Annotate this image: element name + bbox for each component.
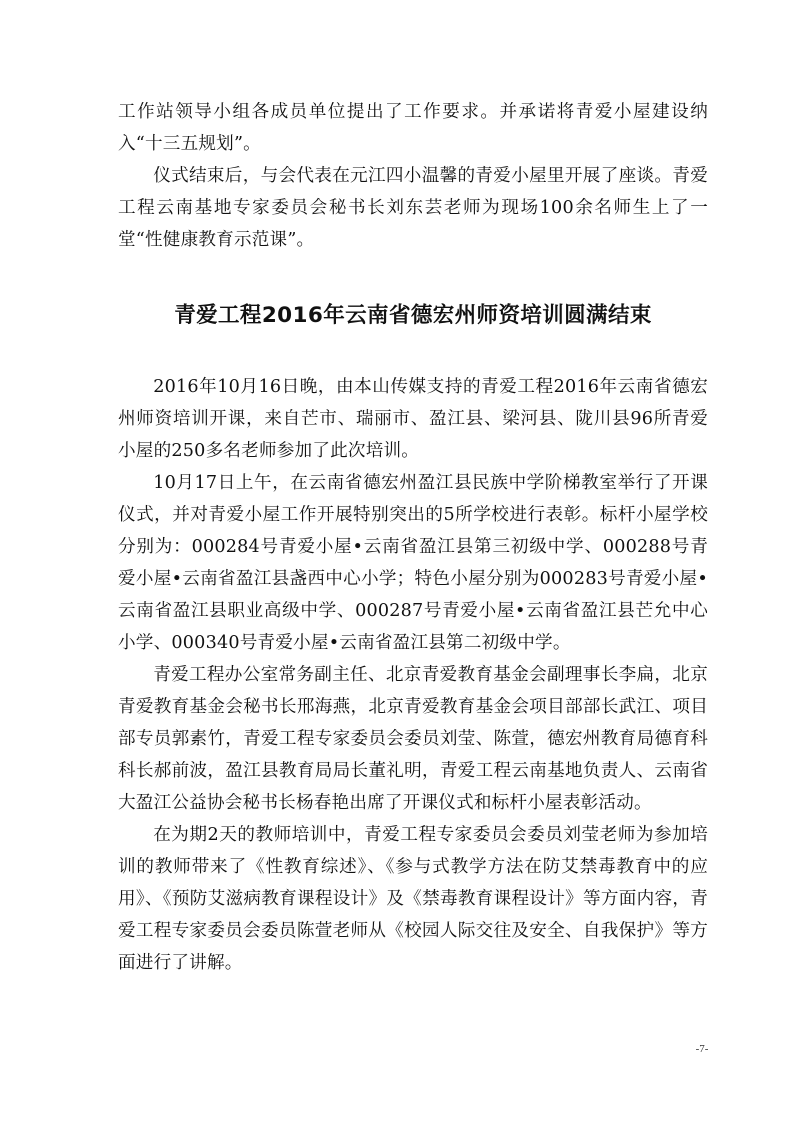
paragraph-continued: 工作站领导小组各成员单位提出了工作要求。并承诺将青爱小屋建设纳入“十三五规划”。 [118, 102, 708, 154]
paragraph-training-content: 在为期2天的教师培训中，青爱工程专家委员会委员刘莹老师为参加培训的教师带来了《性教育综述》、《参与式教学方法在防艾禁毒教育中的应用》、《预防艾滋病教育课程设计》及《禁毒教育课程设计》等方面内容，青爱工程专家委员会委员陈萱老师从《校园人际交往及安全、自我保护》等方面进行了讲解。 [118, 825, 708, 973]
paragraph-ceremony-end: 仪式结束后，与会代表在元江四小温馨的青爱小屋里开展了座谈。青爱工程云南基地专家委员会秘书长刘东芸老师为现场100余名师生上了一堂“性健康教育示范课”。 [118, 166, 708, 250]
page-number: -7- [695, 1043, 709, 1055]
paragraph-ceremony-awards: 10月17日上午，在云南省德宏州盈江县民族中学阶梯教室举行了开课仪式，并对青爱小屋工作开展特别突出的5所学校进行表彰。标杆小屋学校分别为：000284号青爱小屋•云南省盈江县第三初级中学、000288号青爱小屋•云南省盈江县盏西中心小学；特色小屋分别为000283号青爱小屋•云南省盈江县职业高级中学、000287号青爱小屋•云南省盈江县芒允中心小学、000340号青爱小屋•云南省盈江县第二初级中学。 [118, 473, 708, 653]
paragraph-attendees: 青爱工程办公室常务副主任、北京青爱教育基金会副理事长李扁，北京青爱教育基金会秘书长邢海燕，北京青爱教育基金会项目部部长武江、项目部专员郭素竹，青爱工程专家委员会委员刘莹、陈萱，德宏州教育局德育科科长郝前波，盈江县教育局局长董礼明，青爱工程云南基地负责人、云南省大盈江公益协会秘书长杨春艳出席了开课仪式和标杆小屋表彰活动。 [118, 665, 708, 813]
article-title: 青爱工程2016年云南省德宏州师资培训圆满结束 [174, 303, 652, 328]
document-content [118, 96, 708, 979]
paragraph-training-opening: 2016年10月16日晚，由本山传媒支持的青爱工程2016年云南省德宏州师资培训开课，来自芒市、瑞丽市、盈江县、梁河县、陇川县96所青爱小屋的250多名老师参加了此次培训。 [118, 377, 708, 461]
